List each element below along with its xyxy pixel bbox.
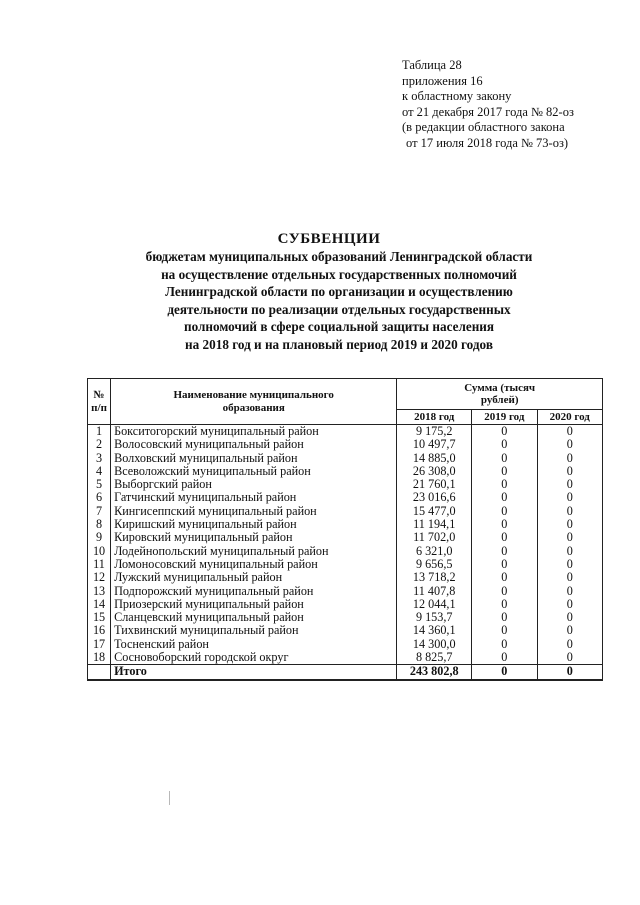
row-number: 14 xyxy=(88,598,111,611)
appendix-header xyxy=(402,58,574,151)
municipality-name: Ломоносовский муниципальный район xyxy=(111,558,397,571)
value-2020: 0 xyxy=(537,598,602,611)
value-2020: 0 xyxy=(537,491,602,504)
column-header-year: 2018 год xyxy=(397,410,472,425)
row-number: 16 xyxy=(88,624,111,637)
value-2020: 0 xyxy=(537,624,602,637)
row-number: 3 xyxy=(88,452,111,465)
table-row xyxy=(88,585,603,598)
municipality-name: Сосновоборский городской округ xyxy=(111,651,397,665)
title-line: полномочий в сфере социальной защиты населения xyxy=(183,319,495,335)
value-2020: 0 xyxy=(537,465,602,478)
value-2018: 9 175,2 xyxy=(397,425,472,439)
municipality-name: Всеволожский муниципальный район xyxy=(111,465,397,478)
table-row xyxy=(88,438,603,451)
value-2019: 0 xyxy=(472,571,537,584)
row-number: 11 xyxy=(88,558,111,571)
value-2020: 0 xyxy=(537,585,602,598)
column-header-sum: Сумма (тысяч рублей) xyxy=(397,379,603,410)
municipality-name: Сланцевский муниципальный район xyxy=(111,611,397,624)
header-line: от 21 декабря 2017 года № 82-оз xyxy=(402,104,574,119)
value-2019: 0 xyxy=(472,558,537,571)
municipality-name: Выборгский район xyxy=(111,478,397,491)
municipality-name: Приозерский муниципальный район xyxy=(111,598,397,611)
value-2020: 0 xyxy=(537,478,602,491)
value-2018: 15 477,0 xyxy=(397,505,472,518)
table-row xyxy=(88,545,603,558)
row-number: 1 xyxy=(88,425,111,439)
value-2018: 13 718,2 xyxy=(397,571,472,584)
value-2018: 11 194,1 xyxy=(397,518,472,531)
value-2018: 21 760,1 xyxy=(397,478,472,491)
table-row xyxy=(88,571,603,584)
table-row xyxy=(88,452,603,465)
municipality-name: Подпорожский муниципальный район xyxy=(111,585,397,598)
row-number: 13 xyxy=(88,585,111,598)
value-2020: 0 xyxy=(537,638,602,651)
value-2018: 11 702,0 xyxy=(397,531,472,544)
value-2019: 0 xyxy=(472,505,537,518)
value-2018: 26 308,0 xyxy=(397,465,472,478)
column-header-name: Наименование муниципального образования xyxy=(111,379,397,425)
row-number: 7 xyxy=(88,505,111,518)
municipality-name: Гатчинский муниципальный район xyxy=(111,491,397,504)
table-row xyxy=(88,425,603,439)
value-2020: 0 xyxy=(537,425,602,439)
value-2018: 9 153,7 xyxy=(397,611,472,624)
value-2019: 0 xyxy=(472,585,537,598)
value-2020: 0 xyxy=(537,505,602,518)
title-line: на 2018 год и на плановый период 2019 и 2020 годов xyxy=(185,336,493,352)
row-number: 18 xyxy=(88,651,111,665)
municipality-name: Кингисеппский муниципальный район xyxy=(111,505,397,518)
table-row xyxy=(88,638,603,651)
column-header-number: № п/п xyxy=(88,379,111,425)
row-number: 15 xyxy=(88,611,111,624)
value-2020: 0 xyxy=(537,452,602,465)
table-row xyxy=(88,505,603,518)
value-2019: 0 xyxy=(472,545,537,558)
row-number: 9 xyxy=(88,531,111,544)
value-2018: 14 300,0 xyxy=(397,638,472,651)
total-2020: 0 xyxy=(537,665,602,680)
value-2019: 0 xyxy=(472,651,537,665)
municipality-name: Бокситогорский муниципальный район xyxy=(111,425,397,439)
row-number: 10 xyxy=(88,545,111,558)
value-2019: 0 xyxy=(472,598,537,611)
value-2018: 10 497,7 xyxy=(397,438,472,451)
row-number: 6 xyxy=(88,491,111,504)
value-2018: 12 044,1 xyxy=(397,598,472,611)
table-row xyxy=(88,598,603,611)
municipality-name: Тихвинский муниципальный район xyxy=(111,624,397,637)
table-row xyxy=(88,465,603,478)
column-header-year: 2019 год xyxy=(472,410,537,425)
total-number-cell xyxy=(88,665,111,680)
value-2018: 23 016,6 xyxy=(397,491,472,504)
header-line: от 17 июля 2018 года № 73-оз) xyxy=(406,135,569,150)
municipality-name: Тосненский район xyxy=(111,638,397,651)
value-2019: 0 xyxy=(472,624,537,637)
total-row xyxy=(88,665,603,680)
table-row xyxy=(88,531,603,544)
value-2019: 0 xyxy=(472,638,537,651)
table-row xyxy=(88,478,603,491)
title-line: Ленинградской области по организации и осуществлению xyxy=(165,284,513,300)
value-2020: 0 xyxy=(537,651,602,665)
table-row xyxy=(88,624,603,637)
row-number: 8 xyxy=(88,518,111,531)
municipality-name: Лужский муниципальный район xyxy=(111,571,397,584)
table-row xyxy=(88,651,603,665)
total-2019: 0 xyxy=(472,665,537,680)
value-2020: 0 xyxy=(537,611,602,624)
table-row xyxy=(88,491,603,504)
scan-mark xyxy=(169,791,170,805)
subventions-table xyxy=(87,378,603,681)
value-2020: 0 xyxy=(537,438,602,451)
value-2018: 9 656,5 xyxy=(397,558,472,571)
column-header-year: 2020 год xyxy=(537,410,602,425)
document-title xyxy=(0,230,640,354)
table-row xyxy=(88,558,603,571)
row-number: 4 xyxy=(88,465,111,478)
municipality-name: Волосовский муниципальный район xyxy=(111,438,397,451)
value-2019: 0 xyxy=(472,478,537,491)
value-2019: 0 xyxy=(472,438,537,451)
value-2019: 0 xyxy=(472,425,537,439)
municipality-name: Лодейнопольский муниципальный район xyxy=(111,545,397,558)
value-2019: 0 xyxy=(472,491,537,504)
title-line: на осуществление отдельных государственных полномочий xyxy=(161,266,517,282)
row-number: 2 xyxy=(88,438,111,451)
row-number: 17 xyxy=(88,638,111,651)
municipality-name: Киришский муниципальный район xyxy=(111,518,397,531)
municipality-name: Волховский муниципальный район xyxy=(111,452,397,465)
value-2019: 0 xyxy=(472,531,537,544)
municipality-name: Кировский муниципальный район xyxy=(111,531,397,544)
row-number: 5 xyxy=(88,478,111,491)
value-2019: 0 xyxy=(472,452,537,465)
value-2020: 0 xyxy=(537,571,602,584)
value-2018: 8 825,7 xyxy=(397,651,472,665)
title-main: СУБВЕНЦИИ xyxy=(277,231,381,247)
value-2019: 0 xyxy=(472,518,537,531)
value-2020: 0 xyxy=(537,518,602,531)
title-line: бюджетам муниципальных образований Ленинградской области xyxy=(145,249,533,264)
value-2018: 6 321,0 xyxy=(397,545,472,558)
header-line: Таблица 28 xyxy=(402,58,462,72)
value-2018: 11 407,8 xyxy=(397,585,472,598)
title-line: деятельности по реализации отдельных государственных xyxy=(167,301,511,317)
table-row xyxy=(88,611,603,624)
value-2019: 0 xyxy=(472,611,537,624)
row-number: 12 xyxy=(88,571,111,584)
value-2019: 0 xyxy=(472,465,537,478)
header-line: к областному закону xyxy=(402,89,512,103)
value-2020: 0 xyxy=(537,531,602,544)
table-row xyxy=(88,518,603,531)
header-line: приложения 16 xyxy=(402,73,483,88)
header-line: (в редакции областного закона xyxy=(402,120,565,134)
value-2020: 0 xyxy=(537,545,602,558)
value-2018: 14 885,0 xyxy=(397,452,472,465)
value-2018: 14 360,1 xyxy=(397,624,472,637)
value-2020: 0 xyxy=(537,558,602,571)
total-label: Итого xyxy=(111,665,397,680)
total-2018: 243 802,8 xyxy=(397,665,472,680)
